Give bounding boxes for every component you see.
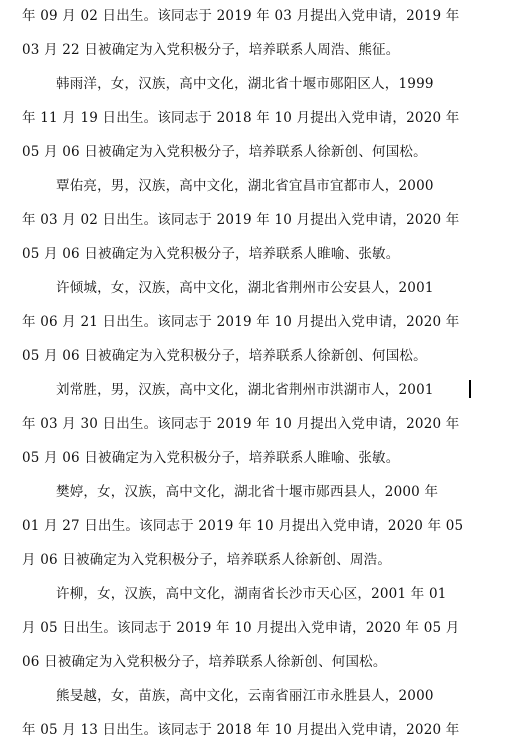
text-line: 05 月 06 日被确定为入党积极分子，培养联系人徐新创、何国松。: [22, 348, 427, 364]
paragraph-first-line: 许柳，女，汉族，高中文化，湖南省长沙市天心区，2001 年 01: [56, 586, 447, 602]
text-line: 年 06 月 21 日出生。该同志于 2019 年 10 月提出入党申请，2020 年: [22, 314, 460, 330]
paragraph-first-line: 刘常胜，男，汉族，高中文化，湖北省荆州市洪湖市人，2001: [56, 382, 434, 398]
paragraph-first-line: 樊婷，女，汉族，高中文化，湖北省十堰市郧西县人，2000 年: [56, 484, 439, 500]
text-line: 05 月 06 日被确定为入党积极分子，培养联系人睢喻、张敏。: [22, 450, 400, 466]
text-line: 月 05 日出生。该同志于 2019 年 10 月提出入党申请，2020 年 05 月: [22, 620, 460, 636]
text-line: 05 月 06 日被确定为入党积极分子，培养联系人徐新创、何国松。: [22, 144, 427, 160]
text-line: 年 05 月 13 日出生。该同志于 2018 年 10 月提出入党申请，2020 年: [22, 722, 460, 738]
text-cursor: [469, 380, 471, 398]
paragraph-first-line: 熊旻越，女，苗族，高中文化，云南省丽江市永胜县人，2000: [56, 688, 434, 704]
paragraph-first-line: 许倾城，女，汉族，高中文化，湖北省荆州市公安县人，2001: [56, 280, 434, 296]
text-line: 06 日被确定为入党积极分子，培养联系人徐新创、何国松。: [22, 654, 387, 670]
text-line: 年 03 月 30 日出生。该同志于 2019 年 10 月提出入党申请，2020 年: [22, 416, 460, 432]
paragraph-first-line: 覃佑亮，男，汉族，高中文化，湖北省宜昌市宜都市人，2000: [56, 178, 434, 194]
paragraph-first-line: 韩雨洋，女，汉族，高中文化，湖北省十堰市郧阳区人，1999: [56, 76, 434, 92]
text-line: 年 03 月 02 日出生。该同志于 2019 年 10 月提出入党申请，2020 年: [22, 212, 460, 228]
text-line: 年 09 月 02 日出生。该同志于 2019 年 03 月提出入党申请，2019 年: [22, 8, 460, 24]
text-line: 05 月 06 日被确定为入党积极分子，培养联系人睢喻、张敏。: [22, 246, 400, 262]
text-line: 月 06 日被确定为入党积极分子，培养联系人徐新创、周浩。: [22, 552, 392, 568]
text-line: 年 11 月 19 日出生。该同志于 2018 年 10 月提出入党申请，2020 年: [22, 110, 460, 126]
text-line: 03 月 22 日被确定为入党积极分子，培养联系人周浩、熊征。: [22, 42, 400, 58]
text-line: 01 月 27 日出生。该同志于 2019 年 10 月提出入党申请，2020 年 05: [22, 518, 464, 534]
